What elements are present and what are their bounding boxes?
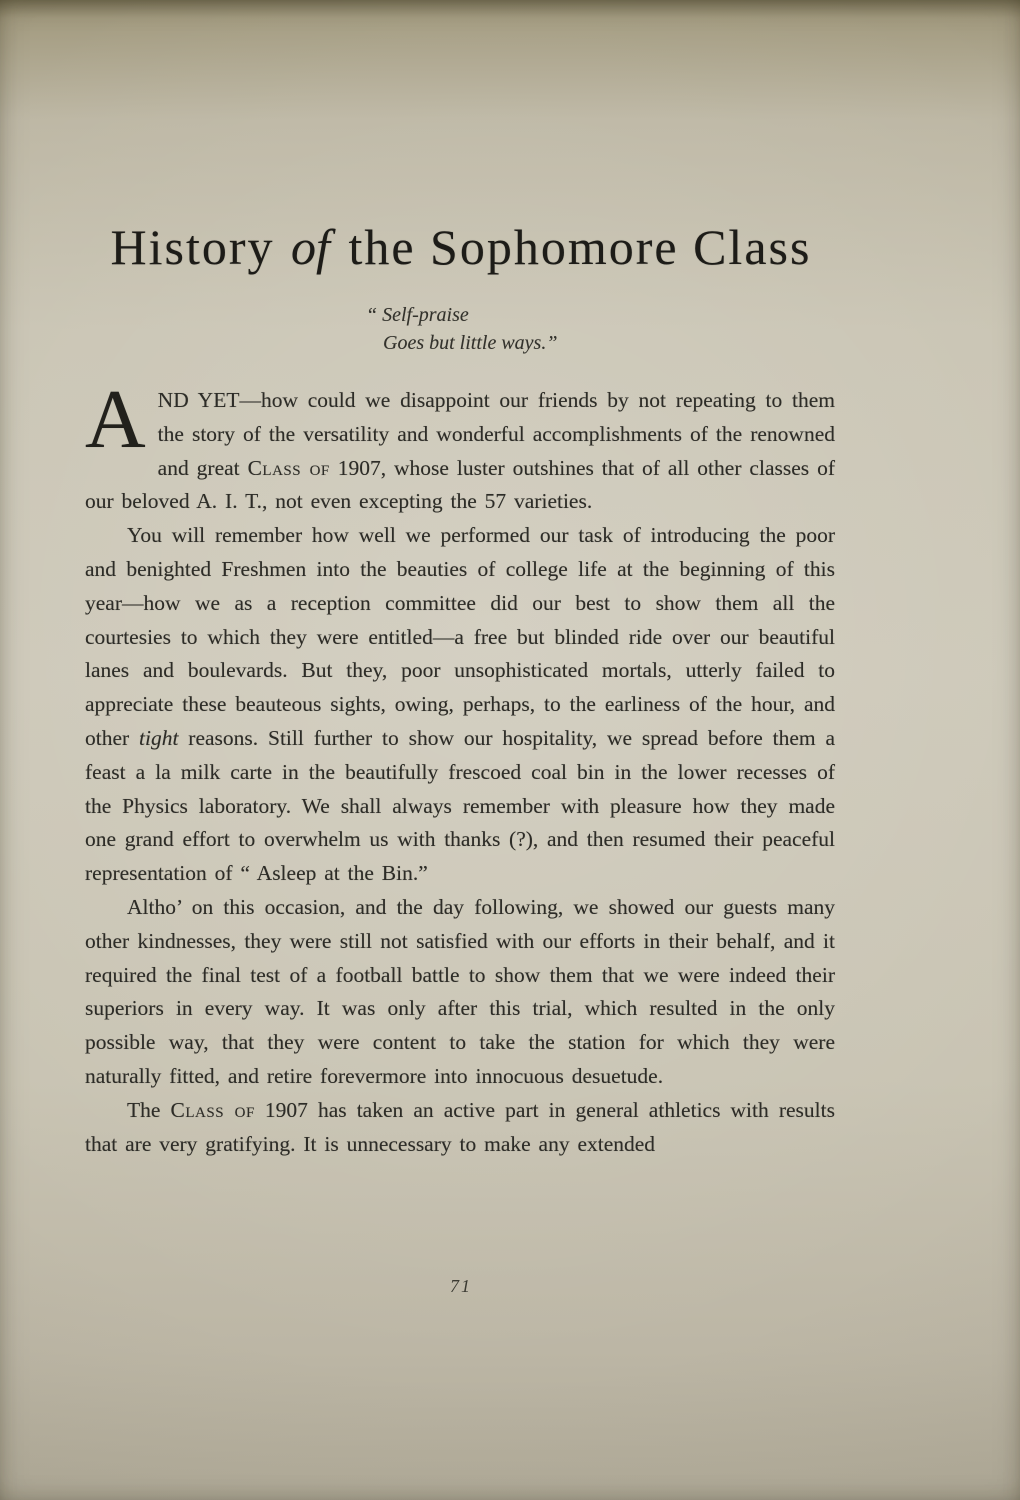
paragraph	[85, 891, 835, 1094]
text-segment: ND YET—how could we disappoint our friends by not repeating to them the story of the versatility and wonderful accomplishments of the renowned and great	[157, 388, 835, 480]
paragraph	[85, 373, 835, 519]
text-segment: Class of	[170, 1097, 255, 1122]
text-segment: Class of	[247, 455, 330, 480]
text-segment: tight	[139, 725, 179, 750]
paragraph	[85, 519, 835, 891]
epigraph	[366, 301, 557, 357]
page-number: 71	[450, 1276, 472, 1296]
paragraph	[85, 1094, 835, 1162]
text-segment: You will remember how well we performed our task of introducing the poor and benighted Freshmen into the beauties of college life at the beginning of this year—how we as a reception committee did our best to show them all the courtesies to which they were entitled—a free but blinded ride over our beautiful lanes and boulevards. But they, poor unsophisticated mortals, utterly failed to appreciate these beauteous sights, owing, perhaps, to the earliness of the hour, and other	[85, 523, 835, 750]
drop-cap: A	[85, 373, 146, 466]
text-segment: of	[291, 219, 330, 275]
epigraph-line: Goes but little ways.”	[383, 332, 558, 354]
text-segment: reasons. Still further to show our hospitality, we spread before them a feast a la milk carte in the beautifully frescoed coal bin in the lower recesses of the Physics laboratory. We shall always remember with pleasure how they made one grand effort to overwhelm us with thanks (?), and then resumed their peaceful representation of “ Asleep at the Bin.”	[85, 725, 835, 886]
text-segment: 1907, whose luster outshines that of all other classes of our beloved A. I. T., not even excepting the 57 varieties.	[85, 455, 835, 514]
text-segment: the Sophomore Class	[333, 219, 812, 275]
page-title	[0, 218, 922, 276]
text-segment: Altho’ on this occasion, and the day following, we showed our guests many other kindnesses, they were still not satisfied with our efforts in their behalf, and it required the final test of a football battle to show them that we were indeed their superiors in every way. It was only after this trial, which resulted in the only possible way, that they were content to take the station for which they were naturally fitted, and retire forevermore into innocuous desuetude.	[85, 894, 835, 1088]
text-segment: 1907 has taken an active part in general athletics with results that are very gratifying. It is unnecessary to make any extended	[85, 1097, 835, 1156]
body-text	[85, 373, 835, 1161]
text-segment: The	[127, 1097, 171, 1122]
epigraph-line: “ Self-praise	[366, 304, 469, 326]
text-segment: History	[110, 219, 290, 275]
